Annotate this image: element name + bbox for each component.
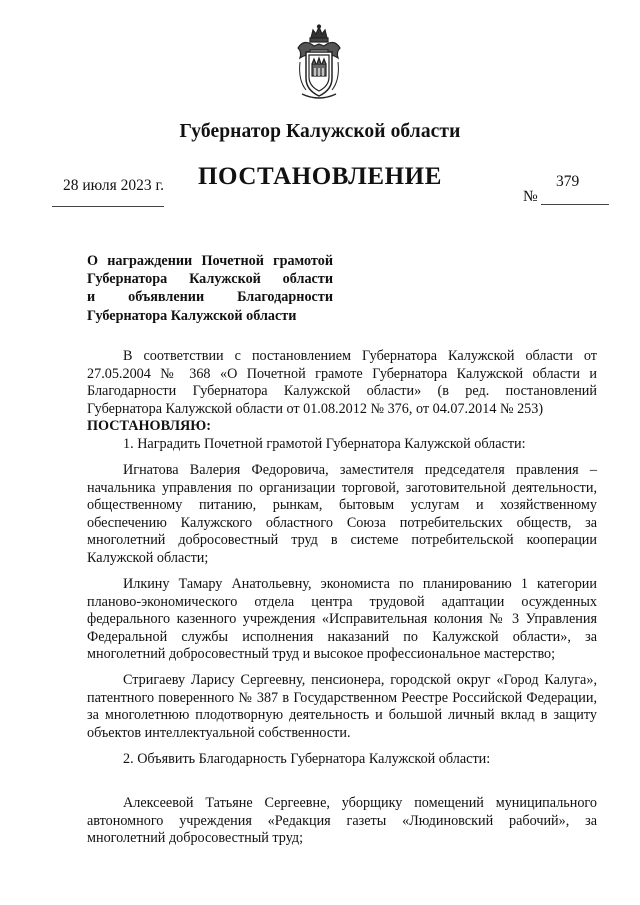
decree-heading: ПОСТАНОВЛЯЮ: (87, 418, 212, 434)
subject-line: Губернатора Калужской области (87, 271, 333, 288)
thanked-paragraph: Алексеевой Татьяне Сергеевне, уборщику помещений муниципального автономного учреждения «Редакция газеты «Людиновский рабочий», за многолетний добросовестный труд; (87, 795, 597, 846)
subject-line: и объявлении Благодарности (87, 289, 333, 306)
document-type: ПОСТАНОВЛЕНИЕ (197, 163, 443, 190)
item-1-heading: 1. Наградить Почетной грамотой Губернатора Калужской области: (123, 435, 526, 452)
preamble-block (87, 348, 597, 453)
awardee-paragraph: Илкину Тамару Анатольевну, экономиста по планированию 1 категории планово-экономического отдела центра трудовой адаптации осужденных федерального казенного учреждения «Исправительная колония № 3 Управления Федеральной службы исполнения наказаний по Калужской области», за многолетний добросовестный труд и высокое профессиональное мастерство; (87, 576, 597, 662)
authority-title: Губернатор Калужской области (179, 121, 461, 142)
subject-line: О награждении Почетной грамотой (87, 253, 333, 269)
item-2-heading: 2. Объявить Благодарность Губернатора Калужской области: (123, 751, 491, 767)
coat-of-arms-icon (292, 24, 346, 102)
number-label: № (523, 188, 538, 205)
document-number: 379 (556, 173, 580, 190)
date-underline (52, 206, 164, 207)
preamble-paragraph: В соответствии с постановлением Губернатора Калужской области от 27.05.2004 № 368 «О Почетной грамоте Губернатора Калужской области и Благодарности Губернатора Калужской области» (в ред. постановлений Губернатора Калужской области от 01.08.2012 № 376, от 04.07.2014 № 253) (87, 348, 597, 417)
awardee-paragraph: Стригаеву Ларису Сергеевну, пенсионера, городской округ «Город Калуга», патентного поверенного № 387 в Государственном Реестре Российской Федерации, за многолетнюю плодотворную деятельность и большой личный вклад в защиту объектов интеллектуальной собственности. (87, 672, 597, 741)
awardee-paragraph: Игнатова Валерия Федоровича, заместителя председателя правления – начальника управления по организации торговой, заготовительной деятельности, общественному питанию, рынкам, бытовым услугам и хозяйственному обеспечению Калужского областного Союза потребительских обществ, за многолетний добросовестный труд в системе потребительской кооперации Калужской области; (87, 462, 597, 566)
document-date: 28 июля 2023 г. (63, 177, 164, 194)
subject-line: Губернатора Калужской области (87, 307, 297, 324)
number-underline (541, 204, 609, 205)
document-subject (87, 252, 333, 325)
